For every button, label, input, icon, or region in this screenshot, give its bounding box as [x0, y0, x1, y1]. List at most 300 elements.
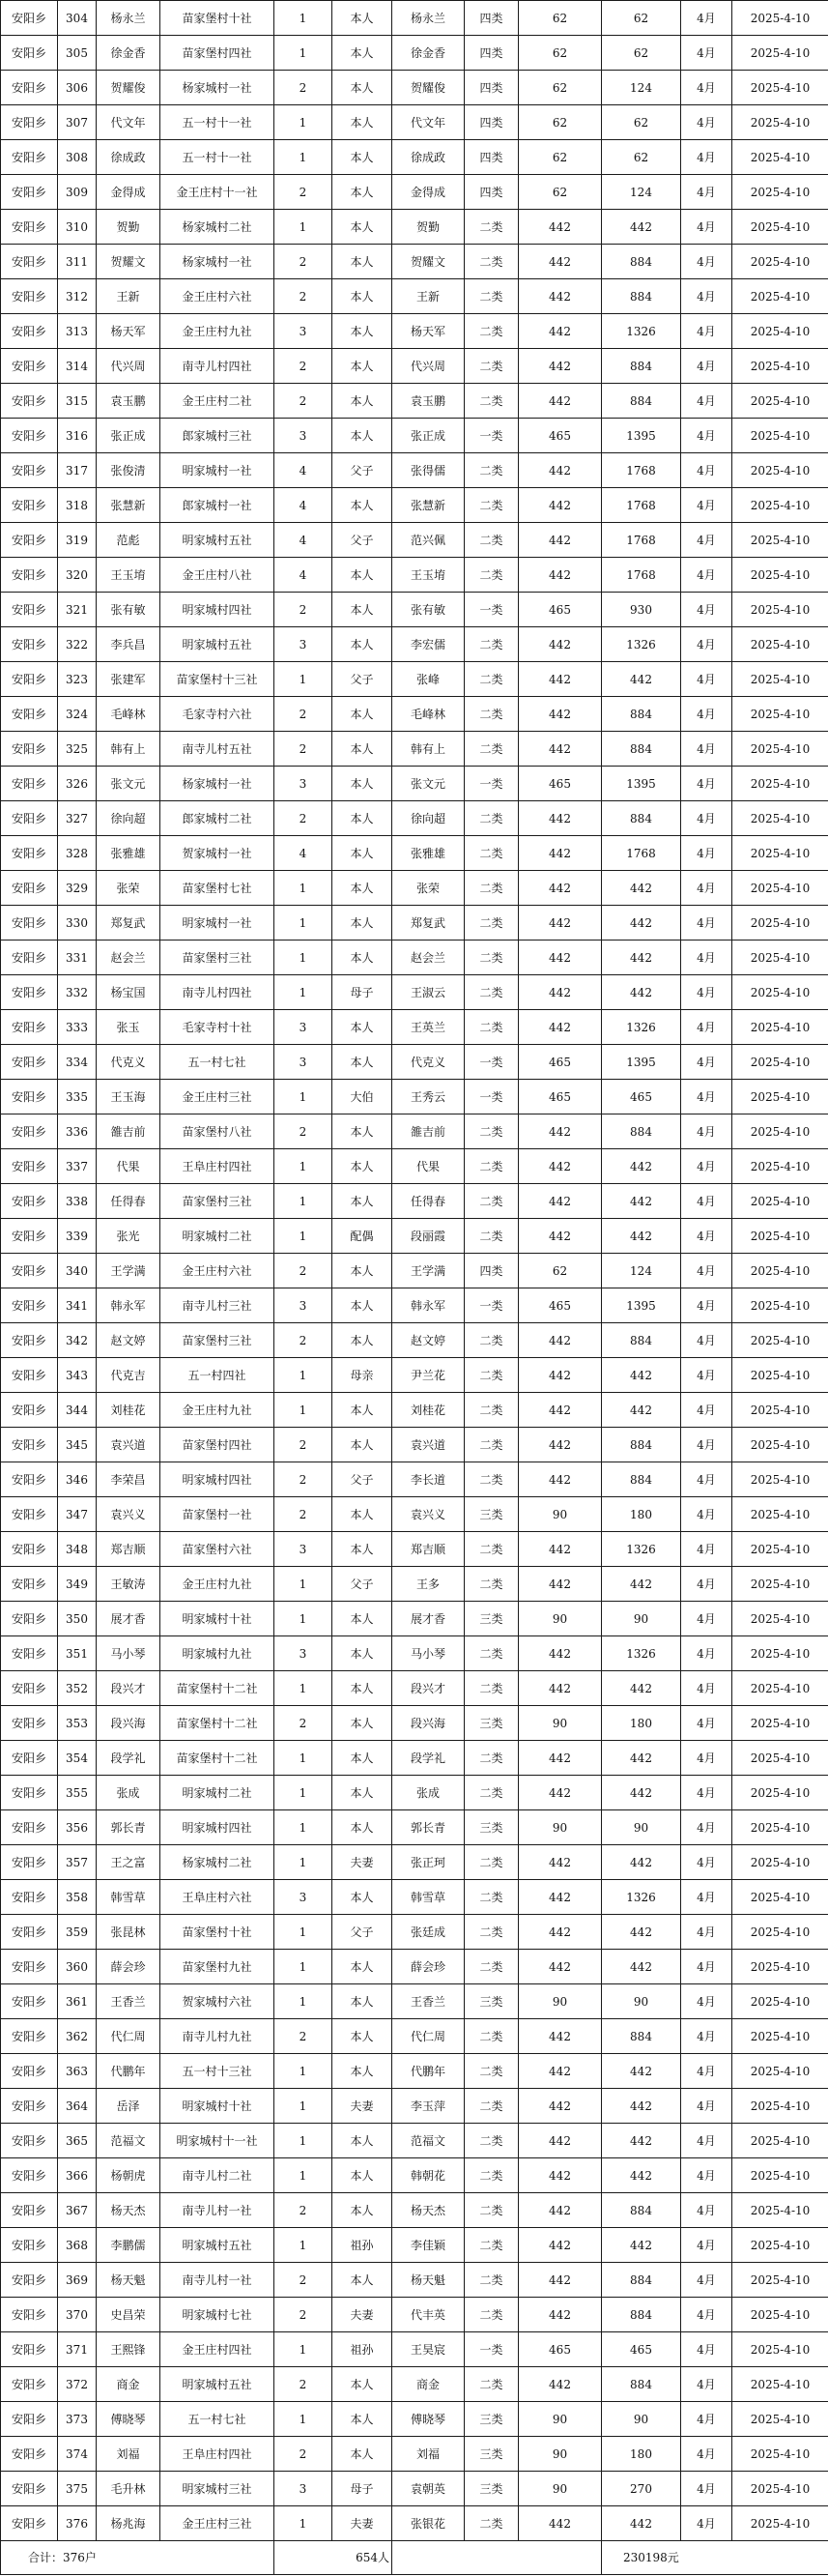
serial-no-cell: 325 — [58, 732, 97, 767]
recipient-cell: 刘桂花 — [392, 1393, 465, 1428]
household-head-cell: 薛会珍 — [97, 1950, 160, 1984]
village-group-cell: 南寺儿村五社 — [160, 732, 274, 767]
relation-cell: 父子 — [332, 1462, 392, 1497]
township-cell: 安阳乡 — [1, 1288, 58, 1323]
month-cell: 4月 — [681, 140, 732, 175]
village-group-cell: 明家城村四社 — [160, 593, 274, 627]
township-cell: 安阳乡 — [1, 1219, 58, 1254]
month-cell: 4月 — [681, 1706, 732, 1741]
recipient-cell: 张慧新 — [392, 488, 465, 523]
standard-cell: 442 — [519, 1741, 602, 1776]
township-cell: 安阳乡 — [1, 1706, 58, 1741]
amount-cell: 1326 — [602, 314, 681, 349]
village-group-cell: 金王庄村四社 — [160, 2332, 274, 2367]
township-cell: 安阳乡 — [1, 1, 58, 36]
recipient-cell: 王香兰 — [392, 1984, 465, 2019]
amount-cell: 1326 — [602, 1532, 681, 1567]
category-cell: 二类 — [465, 1114, 519, 1149]
township-cell: 安阳乡 — [1, 1045, 58, 1080]
amount-cell: 1326 — [602, 1010, 681, 1045]
relation-cell: 本人 — [332, 1114, 392, 1149]
recipient-cell: 杨天杰 — [392, 2193, 465, 2228]
serial-no-cell: 314 — [58, 349, 97, 384]
serial-no-cell: 317 — [58, 453, 97, 488]
standard-cell: 442 — [519, 2228, 602, 2263]
month-cell: 4月 — [681, 2158, 732, 2193]
amount-cell: 465 — [602, 1080, 681, 1114]
relation-cell: 本人 — [332, 1602, 392, 1636]
household-size-cell: 1 — [274, 1358, 332, 1393]
month-cell: 4月 — [681, 419, 732, 453]
month-cell: 4月 — [681, 453, 732, 488]
township-cell: 安阳乡 — [1, 140, 58, 175]
serial-no-cell: 344 — [58, 1393, 97, 1428]
recipient-cell: 毛峰林 — [392, 697, 465, 732]
month-cell: 4月 — [681, 1602, 732, 1636]
household-size-cell: 2 — [274, 2437, 332, 2472]
township-cell: 安阳乡 — [1, 314, 58, 349]
table-row — [1, 1532, 828, 1567]
relation-cell: 父子 — [332, 1567, 392, 1602]
amount-cell: 884 — [602, 1114, 681, 1149]
amount-cell: 442 — [602, 941, 681, 975]
household-size-cell: 1 — [274, 1915, 332, 1950]
township-cell: 安阳乡 — [1, 2124, 58, 2158]
total-people: 654人 — [274, 2541, 392, 2575]
standard-cell: 442 — [519, 627, 602, 662]
amount-cell: 62 — [602, 105, 681, 140]
category-cell: 三类 — [465, 1984, 519, 2019]
standard-cell: 442 — [519, 1323, 602, 1358]
household-size-cell: 3 — [274, 2472, 332, 2506]
amount-cell: 1326 — [602, 1880, 681, 1915]
amount-cell: 1395 — [602, 767, 681, 801]
date-cell: 2025-4-10 — [732, 1984, 828, 2019]
relation-cell: 本人 — [332, 349, 392, 384]
serial-no-cell: 352 — [58, 1671, 97, 1706]
month-cell: 4月 — [681, 384, 732, 419]
household-size-cell: 1 — [274, 662, 332, 697]
village-group-cell: 金王庄村十一社 — [160, 175, 274, 210]
month-cell: 4月 — [681, 1184, 732, 1219]
township-cell: 安阳乡 — [1, 1602, 58, 1636]
standard-cell: 442 — [519, 245, 602, 279]
household-head-cell: 杨天魁 — [97, 2263, 160, 2298]
serial-no-cell: 318 — [58, 488, 97, 523]
table-row — [1, 384, 828, 419]
household-head-cell: 袁兴道 — [97, 1428, 160, 1462]
table-row — [1, 36, 828, 71]
table-row — [1, 558, 828, 593]
table-row — [1, 2193, 828, 2228]
recipient-cell: 贺耀文 — [392, 245, 465, 279]
household-head-cell: 代克义 — [97, 1045, 160, 1080]
relation-cell: 夫妻 — [332, 1845, 392, 1880]
household-head-cell: 王敏涛 — [97, 1567, 160, 1602]
township-cell: 安阳乡 — [1, 1462, 58, 1497]
standard-cell: 442 — [519, 1532, 602, 1567]
household-size-cell: 1 — [274, 1845, 332, 1880]
amount-cell: 90 — [602, 2402, 681, 2437]
household-head-cell: 傅晓琴 — [97, 2402, 160, 2437]
amount-cell: 124 — [602, 71, 681, 105]
serial-no-cell: 309 — [58, 175, 97, 210]
township-cell: 安阳乡 — [1, 801, 58, 836]
relation-cell: 本人 — [332, 210, 392, 245]
relation-cell: 本人 — [332, 1045, 392, 1080]
category-cell: 四类 — [465, 36, 519, 71]
table-row — [1, 2298, 828, 2332]
category-cell: 二类 — [465, 871, 519, 906]
household-head-cell: 马小琴 — [97, 1636, 160, 1671]
standard-cell: 62 — [519, 175, 602, 210]
household-head-cell: 王新 — [97, 279, 160, 314]
household-size-cell: 2 — [274, 1323, 332, 1358]
township-cell: 安阳乡 — [1, 523, 58, 558]
amount-cell: 442 — [602, 2506, 681, 2541]
category-cell: 二类 — [465, 488, 519, 523]
relation-cell: 本人 — [332, 1636, 392, 1671]
amount-cell: 442 — [602, 1149, 681, 1184]
relation-cell: 本人 — [332, 419, 392, 453]
date-cell: 2025-4-10 — [732, 1045, 828, 1080]
table-row — [1, 279, 828, 314]
household-size-cell: 1 — [274, 1602, 332, 1636]
serial-no-cell: 371 — [58, 2332, 97, 2367]
month-cell: 4月 — [681, 2298, 732, 2332]
date-cell: 2025-4-10 — [732, 2263, 828, 2298]
amount-cell: 442 — [602, 2158, 681, 2193]
household-head-cell: 李兵昌 — [97, 627, 160, 662]
township-cell: 安阳乡 — [1, 2228, 58, 2263]
amount-cell: 884 — [602, 2019, 681, 2054]
date-cell: 2025-4-10 — [732, 349, 828, 384]
standard-cell: 442 — [519, 2089, 602, 2124]
standard-cell: 90 — [519, 2472, 602, 2506]
standard-cell: 442 — [519, 279, 602, 314]
amount-cell: 884 — [602, 2263, 681, 2298]
household-size-cell: 2 — [274, 1706, 332, 1741]
recipient-cell: 徐金香 — [392, 36, 465, 71]
village-group-cell: 苗家堡村八社 — [160, 1114, 274, 1149]
date-cell: 2025-4-10 — [732, 36, 828, 71]
household-size-cell: 2 — [274, 1462, 332, 1497]
recipient-cell: 王玉堉 — [392, 558, 465, 593]
household-size-cell: 2 — [274, 175, 332, 210]
category-cell: 四类 — [465, 105, 519, 140]
township-cell: 安阳乡 — [1, 2437, 58, 2472]
household-size-cell: 4 — [274, 453, 332, 488]
category-cell: 二类 — [465, 2124, 519, 2158]
month-cell: 4月 — [681, 1288, 732, 1323]
household-size-cell: 1 — [274, 2054, 332, 2089]
amount-cell: 884 — [602, 279, 681, 314]
recipient-cell: 马小琴 — [392, 1636, 465, 1671]
serial-no-cell: 351 — [58, 1636, 97, 1671]
month-cell: 4月 — [681, 2367, 732, 2402]
table-row — [1, 105, 828, 140]
month-cell: 4月 — [681, 2124, 732, 2158]
household-head-cell: 代兴周 — [97, 349, 160, 384]
township-cell: 安阳乡 — [1, 279, 58, 314]
category-cell: 二类 — [465, 1010, 519, 1045]
village-group-cell: 苗家堡村十二社 — [160, 1741, 274, 1776]
date-cell: 2025-4-10 — [732, 1149, 828, 1184]
table-row — [1, 1358, 828, 1393]
township-cell: 安阳乡 — [1, 871, 58, 906]
date-cell: 2025-4-10 — [732, 558, 828, 593]
table-row — [1, 1045, 828, 1080]
table-row — [1, 1984, 828, 2019]
standard-cell: 442 — [519, 975, 602, 1010]
date-cell: 2025-4-10 — [732, 279, 828, 314]
township-cell: 安阳乡 — [1, 419, 58, 453]
category-cell: 二类 — [465, 1462, 519, 1497]
table-row — [1, 1288, 828, 1323]
amount-cell: 884 — [602, 801, 681, 836]
month-cell: 4月 — [681, 1254, 732, 1288]
date-cell: 2025-4-10 — [732, 1219, 828, 1254]
village-group-cell: 明家城村十社 — [160, 2089, 274, 2124]
standard-cell: 465 — [519, 2332, 602, 2367]
recipient-cell: 王多 — [392, 1567, 465, 1602]
recipient-cell: 代鹏年 — [392, 2054, 465, 2089]
category-cell: 二类 — [465, 1428, 519, 1462]
township-cell: 安阳乡 — [1, 1915, 58, 1950]
category-cell: 二类 — [465, 1184, 519, 1219]
category-cell: 一类 — [465, 1045, 519, 1080]
date-cell: 2025-4-10 — [732, 1671, 828, 1706]
serial-no-cell: 362 — [58, 2019, 97, 2054]
category-cell: 二类 — [465, 2263, 519, 2298]
township-cell: 安阳乡 — [1, 1880, 58, 1915]
amount-cell: 270 — [602, 2472, 681, 2506]
relation-cell: 本人 — [332, 836, 392, 871]
township-cell: 安阳乡 — [1, 1393, 58, 1428]
amount-cell: 442 — [602, 906, 681, 941]
category-cell: 二类 — [465, 1358, 519, 1393]
date-cell: 2025-4-10 — [732, 1950, 828, 1984]
household-size-cell: 1 — [274, 1567, 332, 1602]
village-group-cell: 苗家堡村三社 — [160, 1184, 274, 1219]
table-row — [1, 627, 828, 662]
household-size-cell: 1 — [274, 941, 332, 975]
amount-cell: 90 — [602, 1984, 681, 2019]
village-group-cell: 五一村四社 — [160, 1358, 274, 1393]
category-cell: 二类 — [465, 1567, 519, 1602]
recipient-cell: 张正成 — [392, 419, 465, 453]
date-cell: 2025-4-10 — [732, 1323, 828, 1358]
standard-cell: 62 — [519, 1254, 602, 1288]
village-group-cell: 苗家堡村四社 — [160, 36, 274, 71]
recipient-cell: 代兴周 — [392, 349, 465, 384]
standard-cell: 442 — [519, 1219, 602, 1254]
date-cell: 2025-4-10 — [732, 1462, 828, 1497]
township-cell: 安阳乡 — [1, 488, 58, 523]
amount-cell: 884 — [602, 245, 681, 279]
household-size-cell: 1 — [274, 1, 332, 36]
standard-cell: 442 — [519, 1950, 602, 1984]
amount-cell: 442 — [602, 2124, 681, 2158]
standard-cell: 62 — [519, 71, 602, 105]
table-row — [1, 1671, 828, 1706]
amount-cell: 465 — [602, 2332, 681, 2367]
recipient-cell: 商金 — [392, 2367, 465, 2402]
standard-cell: 442 — [519, 697, 602, 732]
date-cell: 2025-4-10 — [732, 1254, 828, 1288]
village-group-cell: 杨家城村一社 — [160, 71, 274, 105]
recipient-cell: 段丽霞 — [392, 1219, 465, 1254]
household-size-cell: 3 — [274, 1010, 332, 1045]
table-row — [1, 2089, 828, 2124]
township-cell: 安阳乡 — [1, 1532, 58, 1567]
month-cell: 4月 — [681, 105, 732, 140]
township-cell: 安阳乡 — [1, 1567, 58, 1602]
standard-cell: 442 — [519, 1184, 602, 1219]
amount-cell: 442 — [602, 1845, 681, 1880]
category-cell: 一类 — [465, 593, 519, 627]
relation-cell: 夫妻 — [332, 2506, 392, 2541]
village-group-cell: 明家城村三社 — [160, 2472, 274, 2506]
amount-cell: 442 — [602, 2089, 681, 2124]
household-head-cell: 杨天杰 — [97, 2193, 160, 2228]
serial-no-cell: 361 — [58, 1984, 97, 2019]
serial-no-cell: 358 — [58, 1880, 97, 1915]
standard-cell: 62 — [519, 140, 602, 175]
month-cell: 4月 — [681, 1915, 732, 1950]
month-cell: 4月 — [681, 941, 732, 975]
date-cell: 2025-4-10 — [732, 2158, 828, 2193]
category-cell: 二类 — [465, 1741, 519, 1776]
category-cell: 二类 — [465, 906, 519, 941]
month-cell: 4月 — [681, 1323, 732, 1358]
amount-cell: 1326 — [602, 627, 681, 662]
date-cell: 2025-4-10 — [732, 1288, 828, 1323]
relation-cell: 本人 — [332, 941, 392, 975]
serial-no-cell: 346 — [58, 1462, 97, 1497]
month-cell: 4月 — [681, 349, 732, 384]
township-cell: 安阳乡 — [1, 384, 58, 419]
amount-cell: 442 — [602, 1358, 681, 1393]
date-cell: 2025-4-10 — [732, 1636, 828, 1671]
table-row — [1, 975, 828, 1010]
category-cell: 二类 — [465, 801, 519, 836]
township-cell: 安阳乡 — [1, 1358, 58, 1393]
standard-cell: 442 — [519, 871, 602, 906]
township-cell: 安阳乡 — [1, 2019, 58, 2054]
date-cell: 2025-4-10 — [732, 1776, 828, 1810]
category-cell: 三类 — [465, 1602, 519, 1636]
village-group-cell: 郎家城村一社 — [160, 488, 274, 523]
village-group-cell: 明家城村四社 — [160, 1462, 274, 1497]
village-group-cell: 明家城村五社 — [160, 627, 274, 662]
month-cell: 4月 — [681, 1393, 732, 1428]
relation-cell: 本人 — [332, 1810, 392, 1845]
table-row — [1, 871, 828, 906]
standard-cell: 465 — [519, 593, 602, 627]
recipient-cell: 段兴海 — [392, 1706, 465, 1741]
village-group-cell: 明家城村五社 — [160, 2228, 274, 2263]
date-cell: 2025-4-10 — [732, 1393, 828, 1428]
recipient-cell: 展才香 — [392, 1602, 465, 1636]
serial-no-cell: 338 — [58, 1184, 97, 1219]
amount-cell: 884 — [602, 1462, 681, 1497]
recipient-cell: 傅晓琴 — [392, 2402, 465, 2437]
serial-no-cell: 357 — [58, 1845, 97, 1880]
relation-cell: 本人 — [332, 1706, 392, 1741]
amount-cell: 1326 — [602, 1636, 681, 1671]
date-cell: 2025-4-10 — [732, 2089, 828, 2124]
township-cell: 安阳乡 — [1, 558, 58, 593]
category-cell: 三类 — [465, 1810, 519, 1845]
township-cell: 安阳乡 — [1, 71, 58, 105]
recipient-cell: 徐成政 — [392, 140, 465, 175]
table-row — [1, 488, 828, 523]
category-cell: 二类 — [465, 558, 519, 593]
amount-cell: 884 — [602, 2193, 681, 2228]
recipient-cell: 段学礼 — [392, 1741, 465, 1776]
date-cell: 2025-4-10 — [732, 1845, 828, 1880]
amount-cell: 884 — [602, 349, 681, 384]
recipient-cell: 赵会兰 — [392, 941, 465, 975]
village-group-cell: 金王庄村九社 — [160, 314, 274, 349]
category-cell: 二类 — [465, 1149, 519, 1184]
recipient-cell: 代文年 — [392, 105, 465, 140]
month-cell: 4月 — [681, 2437, 732, 2472]
township-cell: 安阳乡 — [1, 1114, 58, 1149]
month-cell: 4月 — [681, 1984, 732, 2019]
recipient-cell: 李佳颖 — [392, 2228, 465, 2263]
table-row — [1, 1567, 828, 1602]
amount-cell: 1768 — [602, 836, 681, 871]
category-cell: 二类 — [465, 384, 519, 419]
table-row — [1, 1114, 828, 1149]
relation-cell: 本人 — [332, 906, 392, 941]
date-cell: 2025-4-10 — [732, 1080, 828, 1114]
category-cell: 一类 — [465, 1080, 519, 1114]
village-group-cell: 南寺儿村九社 — [160, 2019, 274, 2054]
recipient-cell: 范兴佩 — [392, 523, 465, 558]
table-row — [1, 2367, 828, 2402]
township-cell: 安阳乡 — [1, 2332, 58, 2367]
date-cell: 2025-4-10 — [732, 1184, 828, 1219]
category-cell: 二类 — [465, 1880, 519, 1915]
village-group-cell: 毛家寺村六社 — [160, 697, 274, 732]
month-cell: 4月 — [681, 279, 732, 314]
household-size-cell: 2 — [274, 732, 332, 767]
township-cell: 安阳乡 — [1, 210, 58, 245]
table-row — [1, 2506, 828, 2541]
date-cell: 2025-4-10 — [732, 836, 828, 871]
recipient-cell: 张成 — [392, 1776, 465, 1810]
date-cell: 2025-4-10 — [732, 453, 828, 488]
table-row — [1, 697, 828, 732]
township-cell: 安阳乡 — [1, 2472, 58, 2506]
township-cell: 安阳乡 — [1, 627, 58, 662]
household-size-cell: 1 — [274, 1219, 332, 1254]
category-cell: 二类 — [465, 349, 519, 384]
household-size-cell: 1 — [274, 906, 332, 941]
amount-cell: 90 — [602, 1810, 681, 1845]
standard-cell: 62 — [519, 1, 602, 36]
household-size-cell: 4 — [274, 523, 332, 558]
household-head-cell: 杨永兰 — [97, 1, 160, 36]
month-cell: 4月 — [681, 1149, 732, 1184]
date-cell: 2025-4-10 — [732, 1, 828, 36]
recipient-cell: 杨天军 — [392, 314, 465, 349]
amount-cell: 62 — [602, 1, 681, 36]
village-group-cell: 贺家城村六社 — [160, 1984, 274, 2019]
